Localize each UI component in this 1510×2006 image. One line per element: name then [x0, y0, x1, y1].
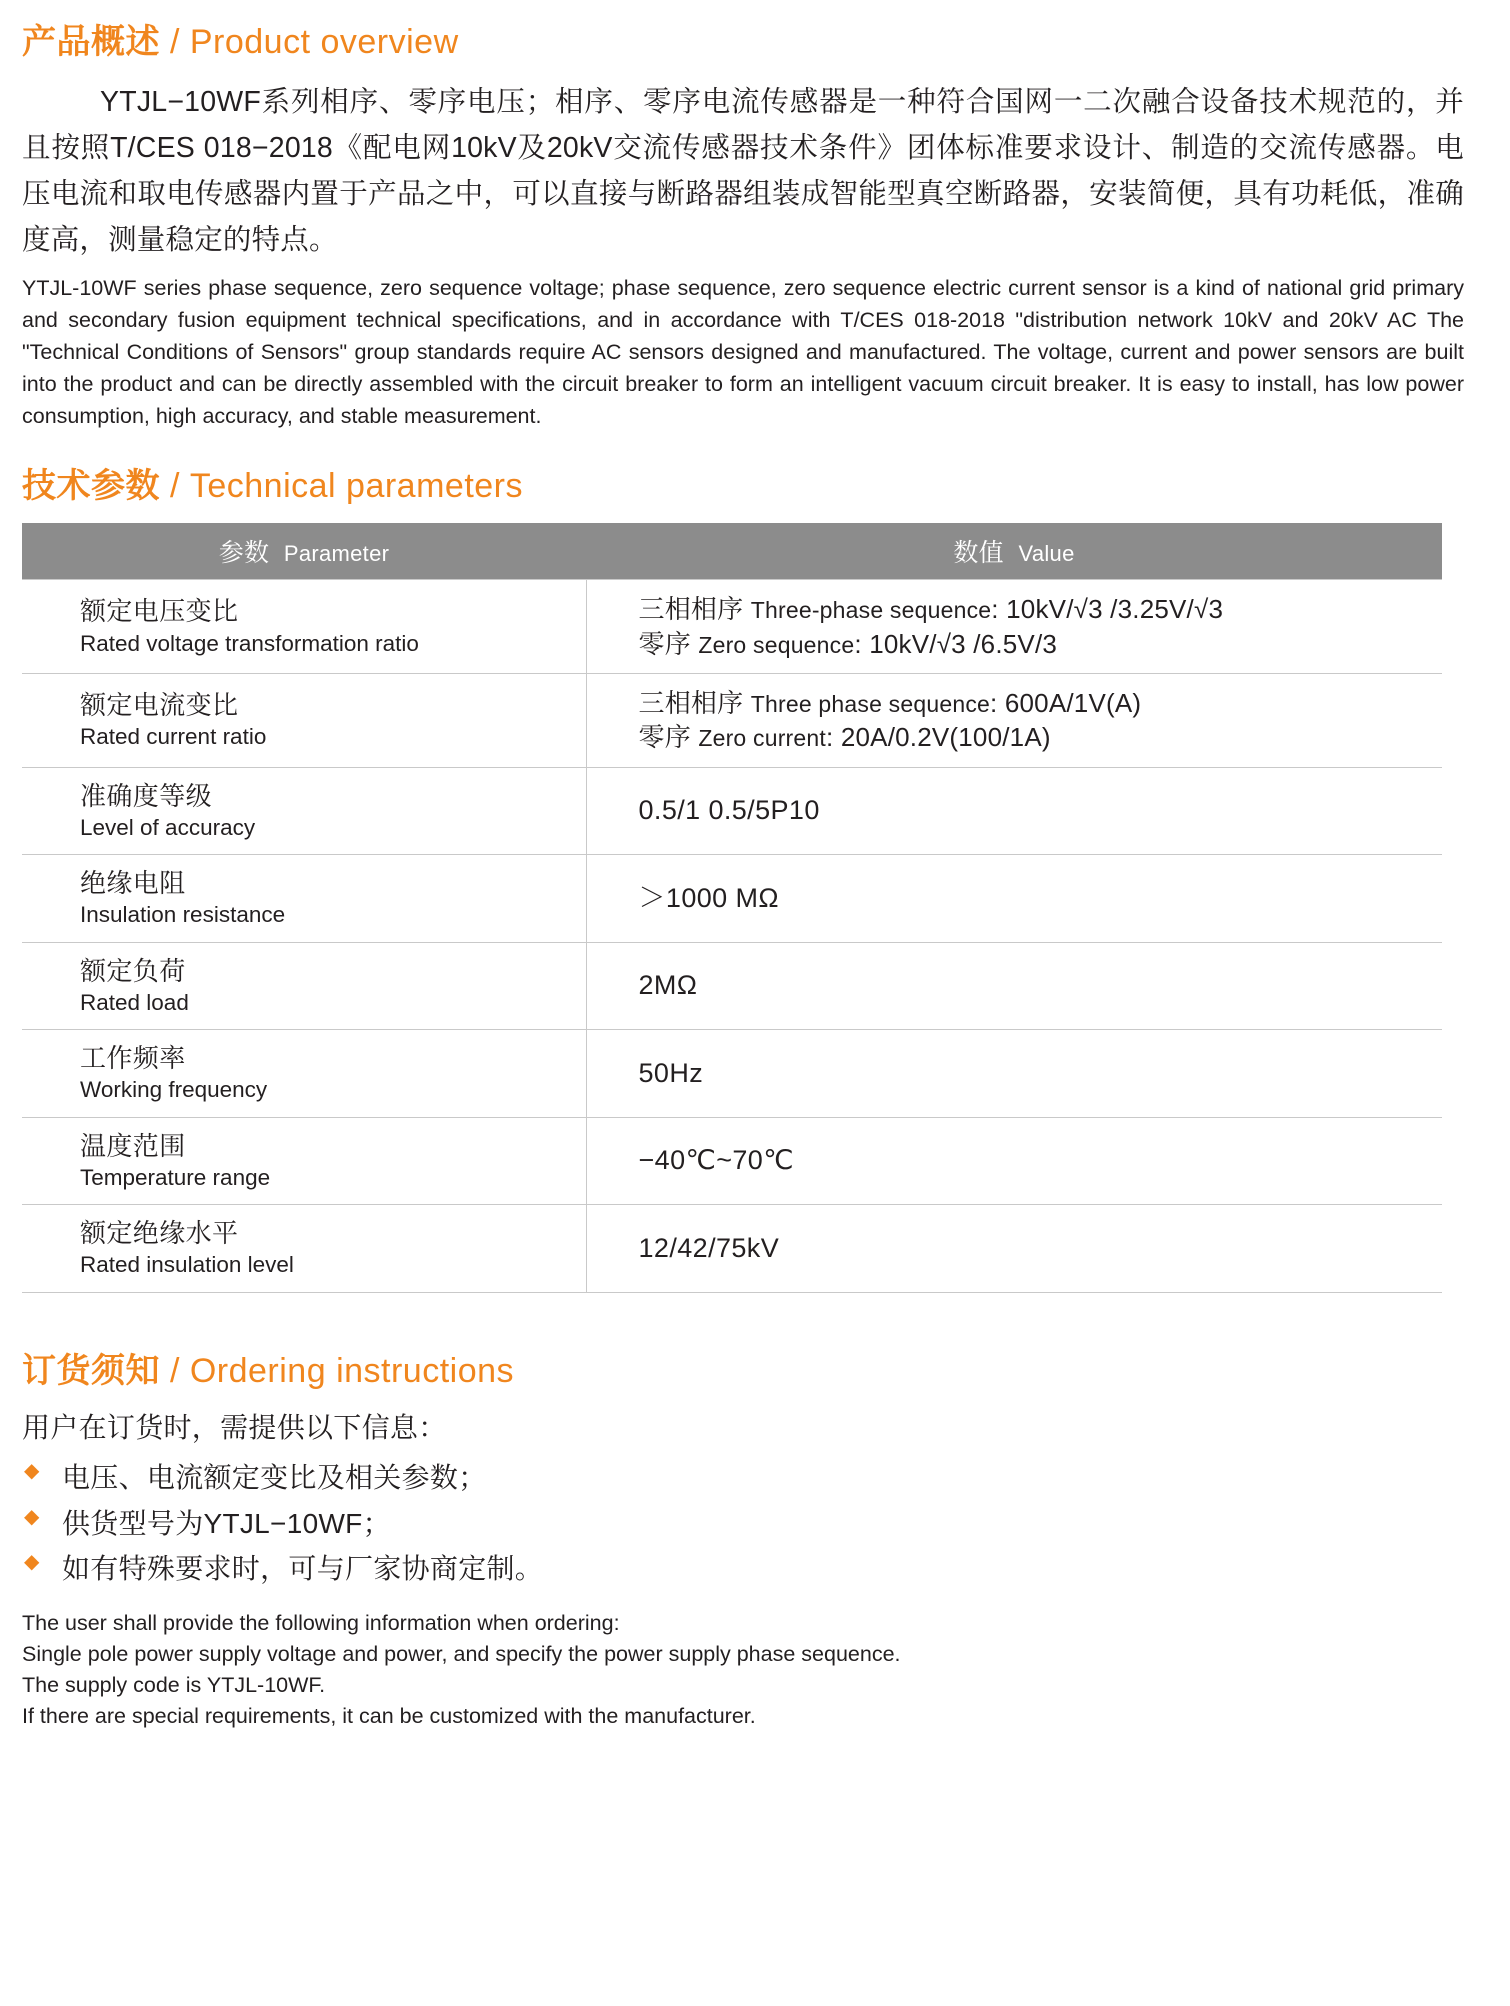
parameter-name-cn: 额定负荷: [80, 955, 186, 986]
value-line: [639, 720, 1443, 754]
ordering-lead-cn: 用户在订货时，需提供以下信息：: [22, 1412, 447, 1444]
table-cell-value: [586, 942, 1442, 1030]
overview-paragraph-en: YTJL-10WF series phase sequence, zero sequence voltage; phase sequence, zero sequence electric current sensor is a kind of national grid primary and secondary fusion equipment technical specifications, and in accordance with T/CES 018-2018 "distribution network 10kV and 20kV AC The "Technical Conditions of Sensors" group standards require AC sensors designed and manufactured. The voltage, current and power sensors are built into the product and can be directly assembled with the circuit breaker to form an intelligent vacuum circuit breaker. It is easy to install, has low power consumption, high accuracy, and stable measurement.: [22, 276, 1464, 428]
table-cell-parameter: [22, 1117, 586, 1205]
parameter-name-en: Rated voltage transformation ratio: [80, 630, 419, 656]
value-label-cn: 三相相序: [638, 687, 751, 718]
section-heading-technical-parameters: [22, 466, 1464, 507]
ordering-en-line: The user shall provide the following information when ordering:: [22, 1610, 620, 1635]
technical-parameters-table: [22, 523, 1442, 1292]
table-header-row: [22, 523, 1442, 580]
value-text: 50Hz: [638, 1057, 704, 1088]
ordering-paragraph-en: [22, 1608, 1464, 1733]
table-cell-value: [586, 1030, 1442, 1118]
table-header-parameter-cn: 参数: [218, 539, 270, 568]
table-row: [22, 673, 1442, 767]
value-line: [639, 627, 1443, 661]
table-header-parameter-en: Parameter: [283, 541, 390, 567]
table-row: [22, 1117, 1442, 1205]
value-text: 2MΩ: [638, 970, 698, 1001]
list-item: [22, 1546, 1464, 1591]
section-heading-en: Technical parameters: [189, 467, 523, 506]
value-label-en: Zero sequence: [698, 631, 855, 658]
list-item-label: 电压、电流额定变比及相关参数；: [62, 1462, 487, 1494]
table-header-parameter: [22, 523, 586, 580]
value-label-cn: 三相相序: [638, 594, 751, 625]
list-item-label: 供货型号为YTJL−10WF；: [62, 1507, 391, 1539]
value-line: [639, 592, 1443, 626]
table-body: [22, 580, 1442, 1292]
table-cell-parameter: [22, 1205, 586, 1293]
overview-text-cn: YTJL−10WF系列相序、零序电压；相序、零序电流传感器是一种符合国网一二次融合设备技术规范的，并且按照T/CES 018−2018《配电网10kV及20kV交流传感器技术条件》团体标准要求设计、制造的交流传感器。电压电流和取电传感器内置于产品之中，可以直接与断路器组装成智能型真空断路器，安装简便，具有功耗低，准确度高，测量稳定的特点。: [22, 85, 1464, 257]
value-text: 0.5/1 0.5/5P10: [638, 795, 820, 826]
overview-paragraph-cn: [22, 79, 1464, 264]
table-row: [22, 942, 1442, 1030]
section-heading-en: Ordering instructions: [189, 1351, 515, 1390]
value-text: : 600A/1V(A): [990, 687, 1142, 718]
section-heading-ordering-instructions: [22, 1351, 1464, 1392]
section-heading-cn: 订货须知: [22, 1351, 160, 1390]
value-label-cn: 零序: [638, 628, 699, 659]
table-cell-parameter: [22, 580, 586, 674]
parameter-name-cn: 额定电压变比: [80, 596, 239, 627]
table-row: [22, 580, 1442, 674]
table-cell-parameter: [22, 855, 586, 943]
table-cell-parameter: [22, 767, 586, 855]
table-row: [22, 1205, 1442, 1293]
list-item: [22, 1501, 1464, 1546]
table-cell-value: [586, 673, 1442, 767]
diamond-bullet-icon: ◆: [24, 1460, 40, 1483]
table-header-value-cn: 数值: [953, 539, 1004, 568]
value-text: : 10kV/√3 /3.25V/√3: [991, 594, 1224, 625]
ordering-section: [22, 1351, 1464, 1733]
value-line: [639, 686, 1443, 720]
parameter-name-cn: 额定电流变比: [80, 689, 239, 720]
value-text: : 10kV/√3 /6.5V/3: [854, 628, 1058, 659]
ordering-en-line: If there are special requirements, it can be customized with the manufacturer.: [22, 1704, 756, 1729]
parameter-name-cn: 工作频率: [80, 1043, 186, 1074]
table-cell-value: [586, 580, 1442, 674]
value-text: : 20A/0.2V(100/1A): [826, 722, 1051, 753]
table-header-value: [586, 523, 1442, 580]
parameter-name-en: Insulation resistance: [80, 902, 286, 928]
section-heading-cn: 产品概述: [22, 23, 160, 61]
value-text: ＞1000 MΩ: [638, 882, 779, 913]
table-cell-value: [586, 767, 1442, 855]
table-header: [22, 523, 1442, 580]
section-heading-separator: /: [160, 467, 190, 506]
parameter-name-en: Rated current ratio: [80, 724, 267, 750]
value-label-en: Three-phase sequence: [750, 597, 992, 624]
table-cell-value: [586, 855, 1442, 943]
value-label-cn: 零序: [638, 722, 699, 753]
value-label-en: Zero current: [698, 725, 826, 752]
section-heading-separator: /: [160, 1351, 190, 1390]
table-cell-parameter: [22, 942, 586, 1030]
table-row: [22, 767, 1442, 855]
table-cell-value: [586, 1205, 1442, 1293]
parameter-name-cn: 温度范围: [80, 1130, 186, 1161]
parameter-name-en: Working frequency: [80, 1077, 268, 1103]
table-row: [22, 855, 1442, 943]
parameter-name-cn: 额定绝缘水平: [80, 1218, 239, 1249]
parameter-name-en: Temperature range: [80, 1164, 271, 1190]
parameter-name-en: Rated load: [80, 989, 189, 1015]
section-heading-product-overview: [22, 22, 1464, 63]
table-header-value-en: Value: [1018, 541, 1075, 567]
diamond-bullet-icon: ◆: [24, 1505, 40, 1528]
value-text: −40℃~70℃: [638, 1145, 794, 1176]
diamond-bullet-icon: ◆: [24, 1551, 40, 1574]
table-cell-parameter: [22, 673, 586, 767]
ordering-en-line: The supply code is YTJL-10WF.: [22, 1672, 326, 1697]
table-cell-parameter: [22, 1030, 586, 1118]
section-heading-cn: 技术参数: [22, 467, 160, 506]
ordering-list: [22, 1455, 1464, 1591]
parameter-name-cn: 准确度等级: [80, 780, 213, 811]
value-text: 12/42/75kV: [638, 1232, 780, 1263]
parameter-name-en: Rated insulation level: [80, 1252, 294, 1278]
table-cell-value: [586, 1117, 1442, 1205]
section-heading-separator: /: [160, 23, 190, 61]
ordering-en-line: Single pole power supply voltage and power, and specify the power supply phase sequence.: [22, 1641, 901, 1666]
table-row: [22, 1030, 1442, 1118]
section-heading-en: Product overview: [189, 23, 459, 61]
value-label-en: Three phase sequence: [750, 690, 991, 717]
list-item: [22, 1455, 1464, 1500]
list-item-label: 如有特殊要求时，可与厂家协商定制。: [62, 1553, 544, 1585]
parameter-name-en: Level of accuracy: [80, 814, 256, 840]
parameter-name-cn: 绝缘电阻: [80, 868, 186, 899]
